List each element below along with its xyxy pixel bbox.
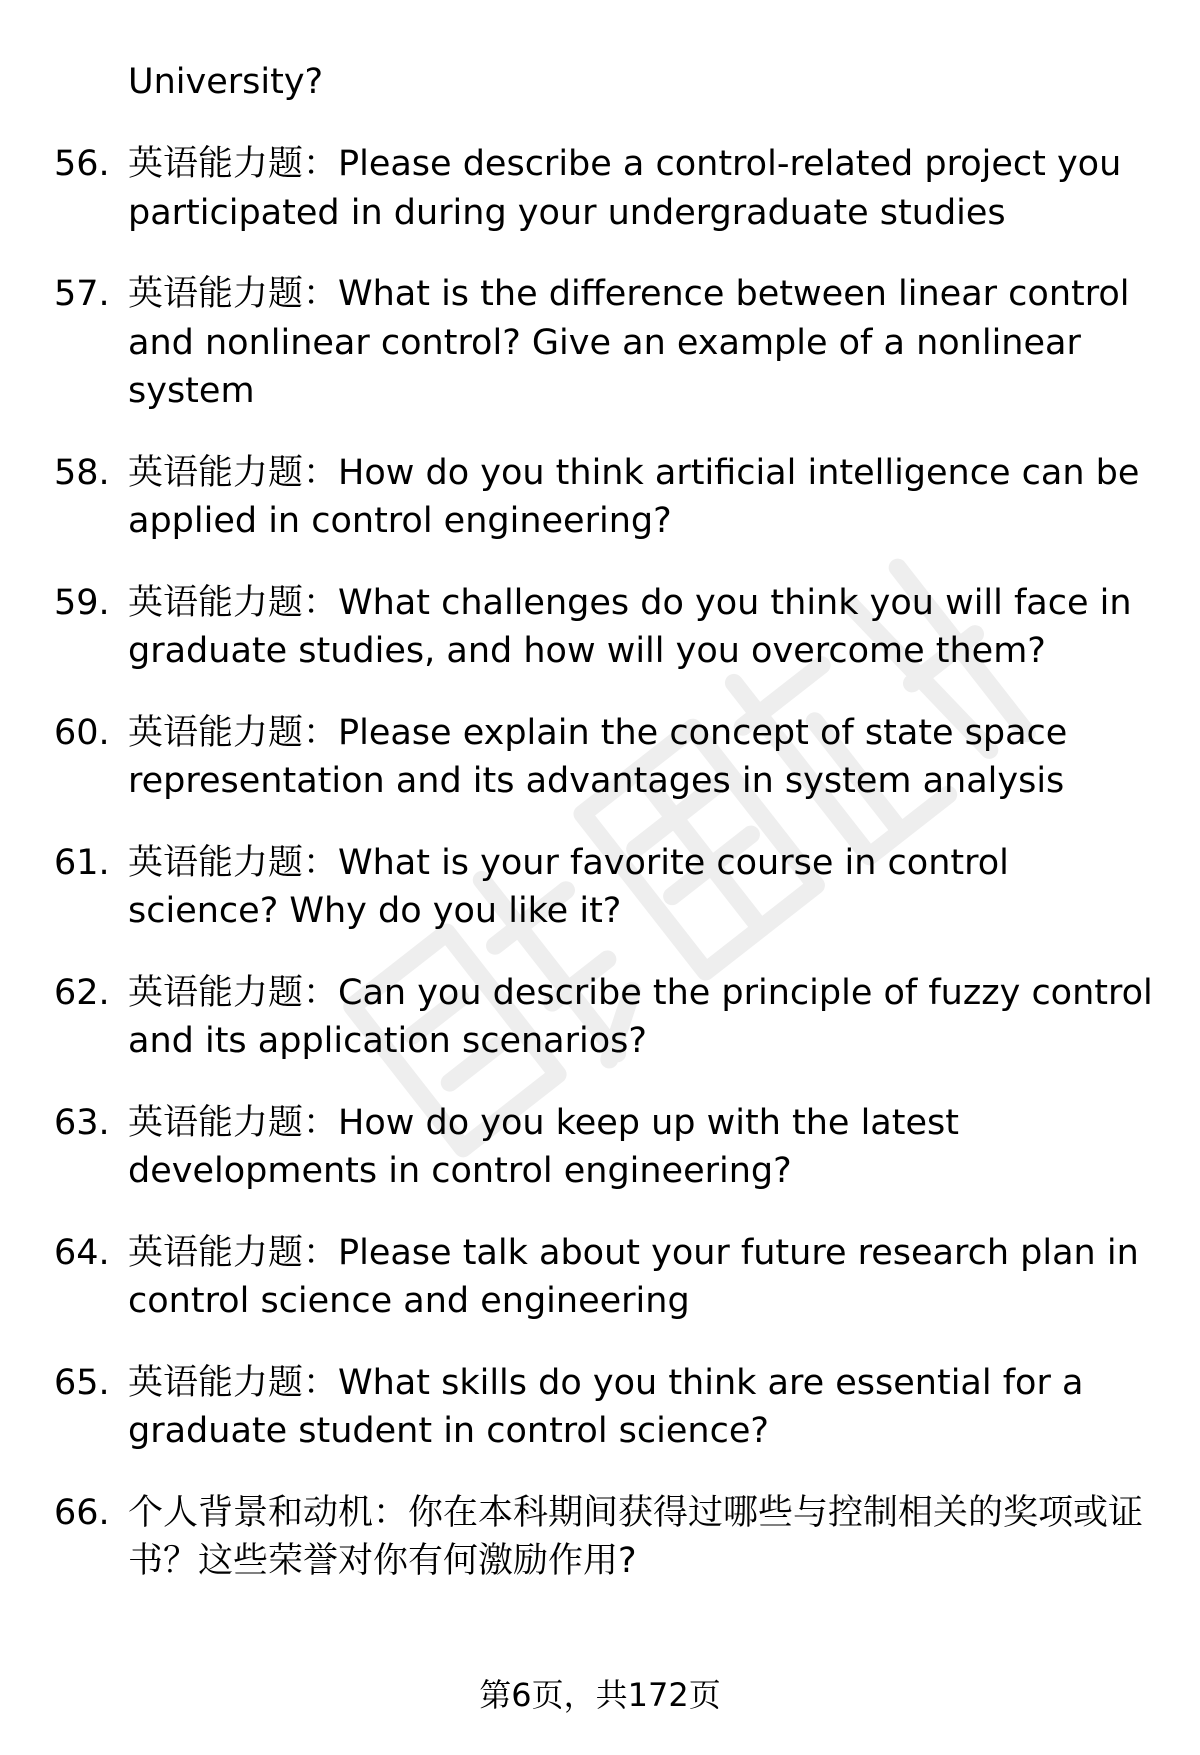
list-item	[0, 449, 1200, 546]
question-text: 英语能力题：Can you describe the principle of fuzzy control and its application scenarios?	[128, 972, 1153, 1061]
question-number: 57.	[54, 274, 110, 314]
question-list	[0, 140, 1200, 1619]
question-number: 56.	[54, 144, 110, 184]
continuation-text: University?	[128, 62, 324, 102]
question-number: 59.	[54, 582, 110, 623]
question-number: 60.	[54, 712, 110, 753]
question-number: 62.	[54, 972, 110, 1013]
question-number: 63.	[54, 1102, 110, 1143]
question-number: 58.	[54, 452, 110, 493]
question-number: 61.	[54, 842, 110, 883]
list-item	[0, 579, 1200, 676]
question-text: 英语能力题：What is your favorite course in control science? Why do you like it?	[128, 842, 1009, 931]
question-text: 英语能力题：Please talk about your future research plan in control science and engineering	[128, 1232, 1139, 1321]
question-text: 英语能力题：Please explain the concept of state space representation and its advantages in system analysis	[128, 712, 1068, 801]
question-text: 个人背景和动机：你在本科期间获得过哪些与控制相关的奖项或证书？这些荣誉对你有何激励作用?	[128, 1492, 1144, 1581]
list-item	[0, 1099, 1200, 1196]
question-number: 64.	[54, 1232, 110, 1273]
list-item	[0, 969, 1200, 1066]
question-text: 英语能力题：Please describe a control-related project you participated in during your undergraduate studies	[128, 144, 1122, 233]
list-item	[0, 1229, 1200, 1326]
question-number: 66.	[54, 1492, 110, 1533]
question-text: 英语能力题：How do you keep up with the latest developments in control engineering?	[128, 1102, 959, 1191]
list-item	[0, 1489, 1200, 1586]
list-item	[0, 709, 1200, 806]
question-text: 英语能力题：What is the difference between linear control and nonlinear control? Give an example of a nonlinear system	[128, 274, 1130, 411]
question-text: 英语能力题：What challenges do you think you will face in graduate studies, and how will you overcome them?	[128, 582, 1132, 671]
question-text: 英语能力题：What skills do you think are essential for a graduate student in control science?	[128, 1362, 1084, 1451]
list-item	[0, 270, 1200, 416]
list-item	[0, 140, 1200, 237]
question-text: 英语能力题：How do you think artificial intelligence can be applied in control engineering?	[128, 452, 1140, 541]
page-footer: 第6页，共172页	[479, 1676, 721, 1714]
question-number: 65.	[54, 1362, 110, 1403]
list-item	[0, 1359, 1200, 1456]
list-item	[0, 839, 1200, 936]
